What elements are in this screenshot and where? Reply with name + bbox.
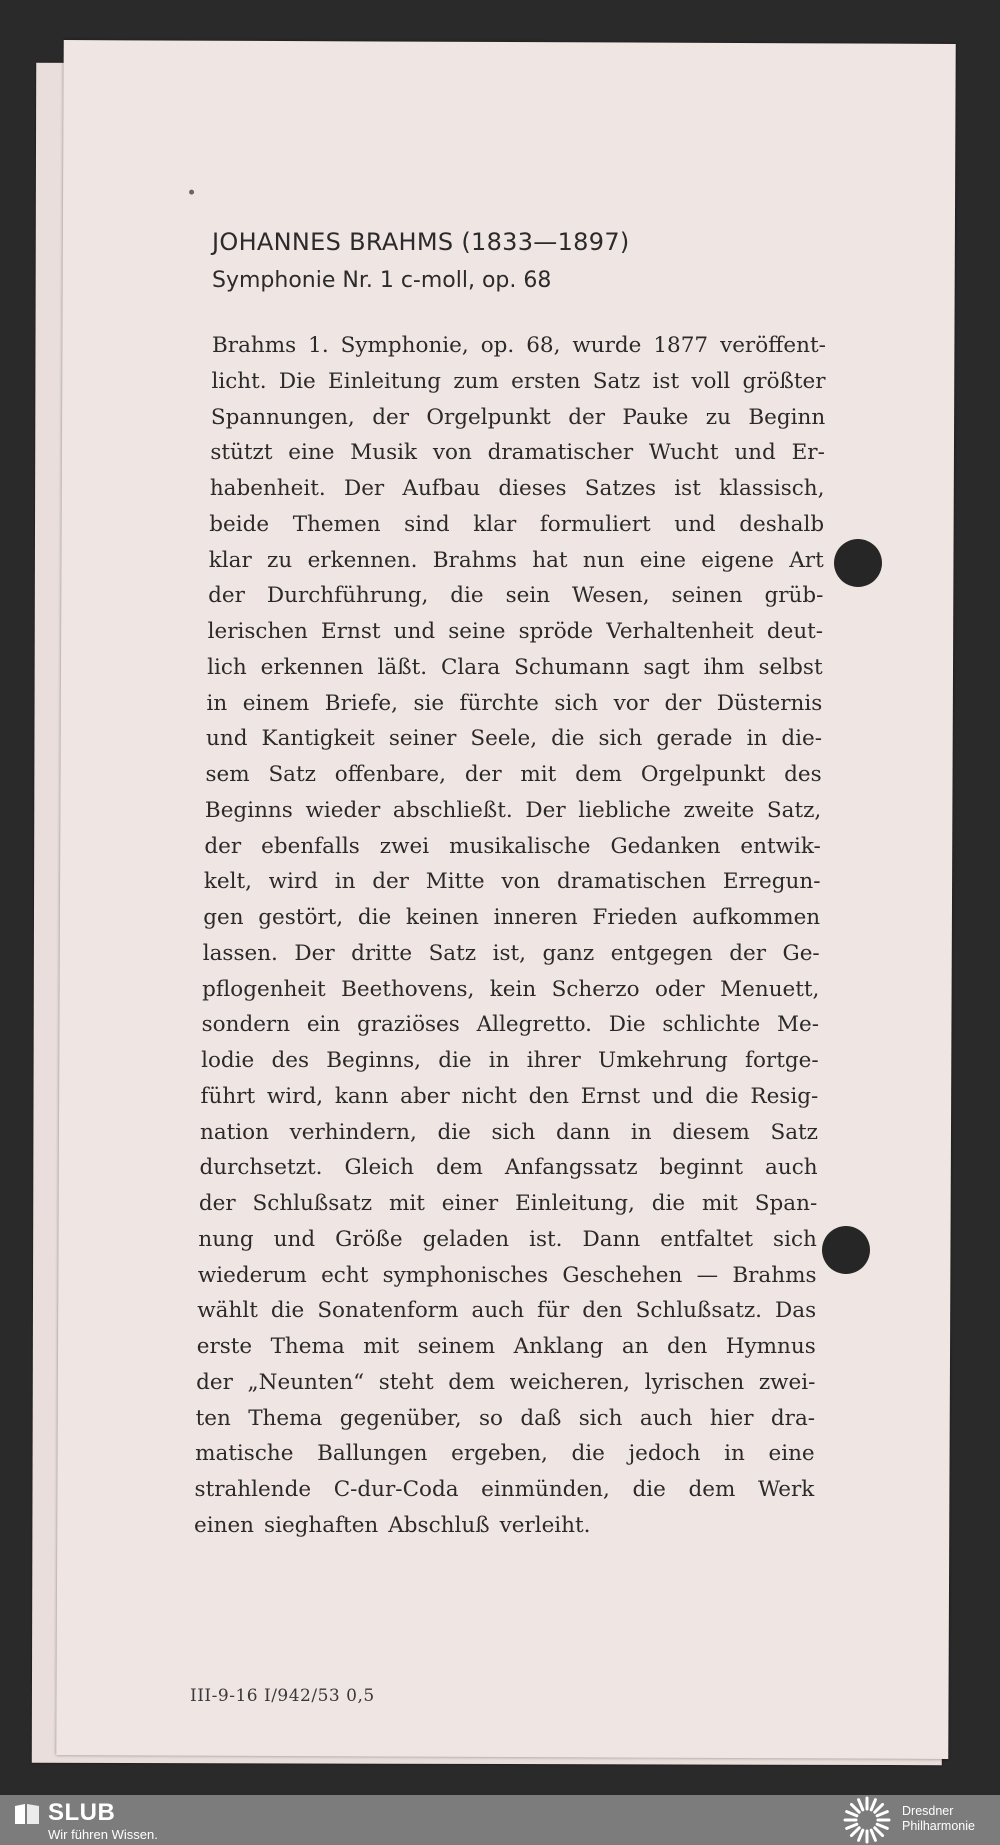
body-line: nung und Größe geladen ist. Dann entfaltet sich [198,1226,817,1252]
body-line: habenheit. Der Aufbau dieses Satzes ist klassisch, [209,476,825,502]
body-line: beide Themen sind klar formuliert und deshalb [209,511,825,537]
body-line: der Durchführung, die sein Wesen, seinen grüb- [208,583,824,609]
body-line: matische Ballungen ergeben, die jedoch in eine [195,1441,815,1467]
body-line: führt wird, kann aber nicht den Ernst und die Resig- [200,1083,819,1109]
body-line: sem Satz offenbare, der mit dem Orgelpunkt des [205,762,822,788]
body-line: der Schlußsatz mit einer Einleitung, die mit Span- [198,1191,818,1217]
body-line: gen gestört, die keinen inneren Frieden aufkommen [203,905,821,931]
body-line: erste Thema mit seinem Anklang an den Hymnus [196,1334,816,1360]
body-line: lodie des Beginns, die in ihrer Umkehrung fortge- [201,1048,819,1074]
body-line: wiederum echt symphonisches Geschehen — Brahms [197,1262,817,1288]
composer-heading: JOHANNES BRAHMS (1833—1897) [212,228,630,256]
body-line: wählt die Sonatenform auch für den Schlußsatz. Das [197,1298,817,1324]
punch-hole [834,539,882,587]
body-line: klar zu erkennen. Brahms hat nun eine eigene Art [208,547,824,573]
slub-tagline: Wir führen Wissen. [48,1827,158,1842]
philharmonie-name[interactable] [902,1804,975,1834]
body-line: lerischen Ernst und seine spröde Verhaltenheit deut- [207,619,824,645]
body-line: strahlende C-dur-Coda einmünden, die dem Werk [194,1477,815,1503]
punch-hole [822,1226,870,1274]
footer-bar [0,1795,1000,1845]
body-line: Brahms 1. Symphonie, op. 68, wurde 1877 veröffent- [212,333,826,358]
partner-line-2: Philharmonie [902,1819,975,1833]
body-line: durchsetzt. Gleich dem Anfangssatz beginnt auch [199,1155,818,1181]
body-line: und Kantigkeit seiner Seele, die sich gerade in die- [206,726,822,752]
body-line: sondern ein graziöses Allegretto. Die schlichte Me- [201,1012,820,1038]
body-line: nation verhindern, die sich dann in diesem Satz [200,1119,818,1145]
body-line: pflogenheit Beethovens, kein Scherzo oder Menuett, [202,976,820,1002]
paper-speck [189,190,194,195]
slub-book-icon [14,1803,40,1825]
slub-logo[interactable]: SLUB [48,1799,116,1826]
body-line: licht. Die Einleitung zum ersten Satz ist voll größter [211,368,826,394]
body-line: Beginns wieder abschließt. Der liebliche zweite Satz, [204,797,822,823]
work-title: Symphonie Nr. 1 c-moll, op. 68 [212,268,552,293]
body-line: der „Neunten“ steht dem weicheren, lyrischen zwei- [196,1369,816,1395]
body-line: der ebenfalls zwei musikalische Gedanken entwik- [204,833,821,859]
body-line: kelt, wird in der Mitte von dramatischen Erregun- [203,869,821,895]
body-line: in einem Briefe, sie fürchte sich vor der Düsternis [206,690,823,716]
body-line: lich erkennen läßt. Clara Schumann sagt ihm selbst [207,654,823,680]
body-line: stützt eine Musik von dramatischer Wucht und Er- [210,440,825,466]
body-line: lassen. Der dritte Satz ist, ganz entgegen der Ge- [202,940,820,966]
body-line: ten Thema gegenüber, so daß sich auch hier dra- [195,1405,816,1431]
body-line: einen sieghaften Abschluß verleiht. [194,1513,591,1538]
philharmonie-starburst-icon [842,1796,892,1844]
body-line: Spannungen, der Orgelpunkt der Pauke zu Beginn [210,404,826,430]
print-code: III-9-16 I/942/53 0,5 [190,1686,375,1706]
partner-line-1: Dresdner [902,1804,954,1818]
